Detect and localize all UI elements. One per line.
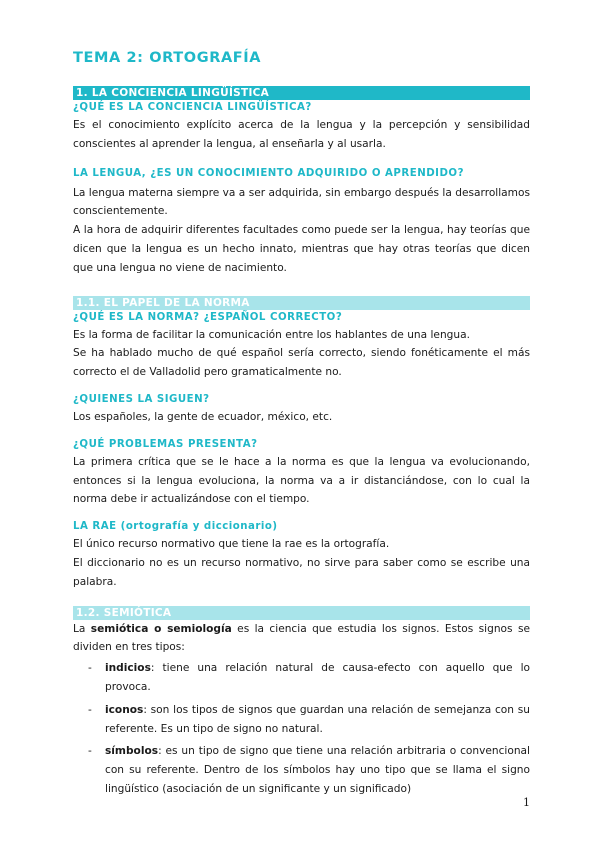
heading-rae: LA RAE (ortografía y diccionario)	[73, 521, 278, 533]
intro-pre: La	[73, 622, 91, 635]
paragraph-problemas: La primera crítica que se le hace a la norma es que la lengua va evolucionando, entonces si la lengua evoluciona, la norma va a ir distanciándose, con lo cual la norma debe ir actualizándose con el tiempo.	[73, 455, 530, 506]
page-number: 1	[523, 796, 530, 809]
heading-problemas: ¿QUÉ PROBLEMAS PRESENTA?	[73, 438, 258, 450]
paragraph-lengua-1: La lengua materna siempre va a ser adquirida, sin embargo después la desarrollamos conscientemente.	[73, 186, 530, 218]
def-indicios: : tiene una relación natural de causa-efecto con aquello que lo provoca.	[105, 662, 530, 693]
section-bar-norma: 1.1. EL PAPEL DE LA NORMA	[73, 296, 530, 310]
paragraph-semiotica	[73, 620, 530, 658]
paragraph-lengua-2: A la hora de adquirir diferentes facultades como puede ser la lengua, hay teorías que dicen que la lengua es un hecho innato, mientras que hay otras teorías que dicen que una lengua no viene de nacimiento.	[73, 224, 530, 274]
heading-conciencia: ¿QUÉ ES LA CONCIENCIA LINGÜÍSTICA?	[73, 102, 312, 113]
paragraph-norma-1: Es la forma de facilitar la comunicación entre los hablantes de una lengua.	[73, 328, 470, 341]
list-item-iconos	[73, 701, 530, 739]
section-bar-conciencia: 1. LA CONCIENCIA LINGÜÍSTICA	[73, 86, 530, 100]
list-item-indicios	[73, 659, 530, 697]
def-iconos: : son los tipos de signos que guardan una relación de semejanza con su referente. Es un tipo de signo no natural.	[105, 703, 530, 735]
term-semiotica: semiótica o semiología	[90, 622, 232, 635]
term-indicios: indicios	[105, 662, 151, 675]
heading-norma: ¿QUÉ ES LA NORMA? ¿ESPAÑOL CORRECTO?	[73, 311, 343, 323]
section-bar-semiotica: 1.2. SEMIÓTICA	[73, 606, 530, 620]
list-item-simbolos	[73, 742, 530, 798]
heading-lengua-adquirida: LA LENGUA, ¿ES UN CONOCIMIENTO ADQUIRIDO O APRENDIDO?	[73, 167, 464, 179]
paragraph-rae-2: El diccionario no es un recurso normativo, no sirve para saber como se escribe una palabra.	[73, 556, 530, 588]
paragraph-conciencia: Es el conocimiento explícito acerca de la lengua y la percepción y sensibilidad conscientes al aprender la lengua, al enseñarla y al usarla.	[73, 119, 530, 150]
def-simbolos: : es un tipo de signo que tiene una relación arbitraria o convencional con su referente. Dentro de los símbolos hay uno tipo que se llama el signo lingüístico (asociación de un significante y un significado)	[105, 745, 530, 795]
intro-post: es la ciencia que estudia los signos. Estos signos se dividen en tres tipos:	[73, 622, 530, 654]
paragraph-rae-1: El único recurso normativo que tiene la rae es la ortografía.	[73, 538, 390, 551]
heading-quienes: ¿QUIENES LA SIGUEN?	[73, 393, 210, 405]
document-page	[73, 50, 530, 803]
document-title: TEMA 2: ORTOGRAFÍA	[73, 50, 262, 66]
list-dash: -	[88, 703, 92, 716]
list-dash: -	[88, 745, 92, 758]
term-iconos: iconos	[105, 703, 144, 716]
paragraph-quienes: Los españoles, la gente de ecuador, méxico, etc.	[73, 410, 333, 423]
term-simbolos: símbolos	[105, 745, 159, 758]
sign-types-list	[73, 659, 530, 799]
paragraph-norma-2: Se ha hablado mucho de qué español sería correcto, siendo fonéticamente el más correcto el de Valladolid pero gramaticalmente no.	[73, 347, 530, 379]
list-dash: -	[88, 662, 92, 675]
